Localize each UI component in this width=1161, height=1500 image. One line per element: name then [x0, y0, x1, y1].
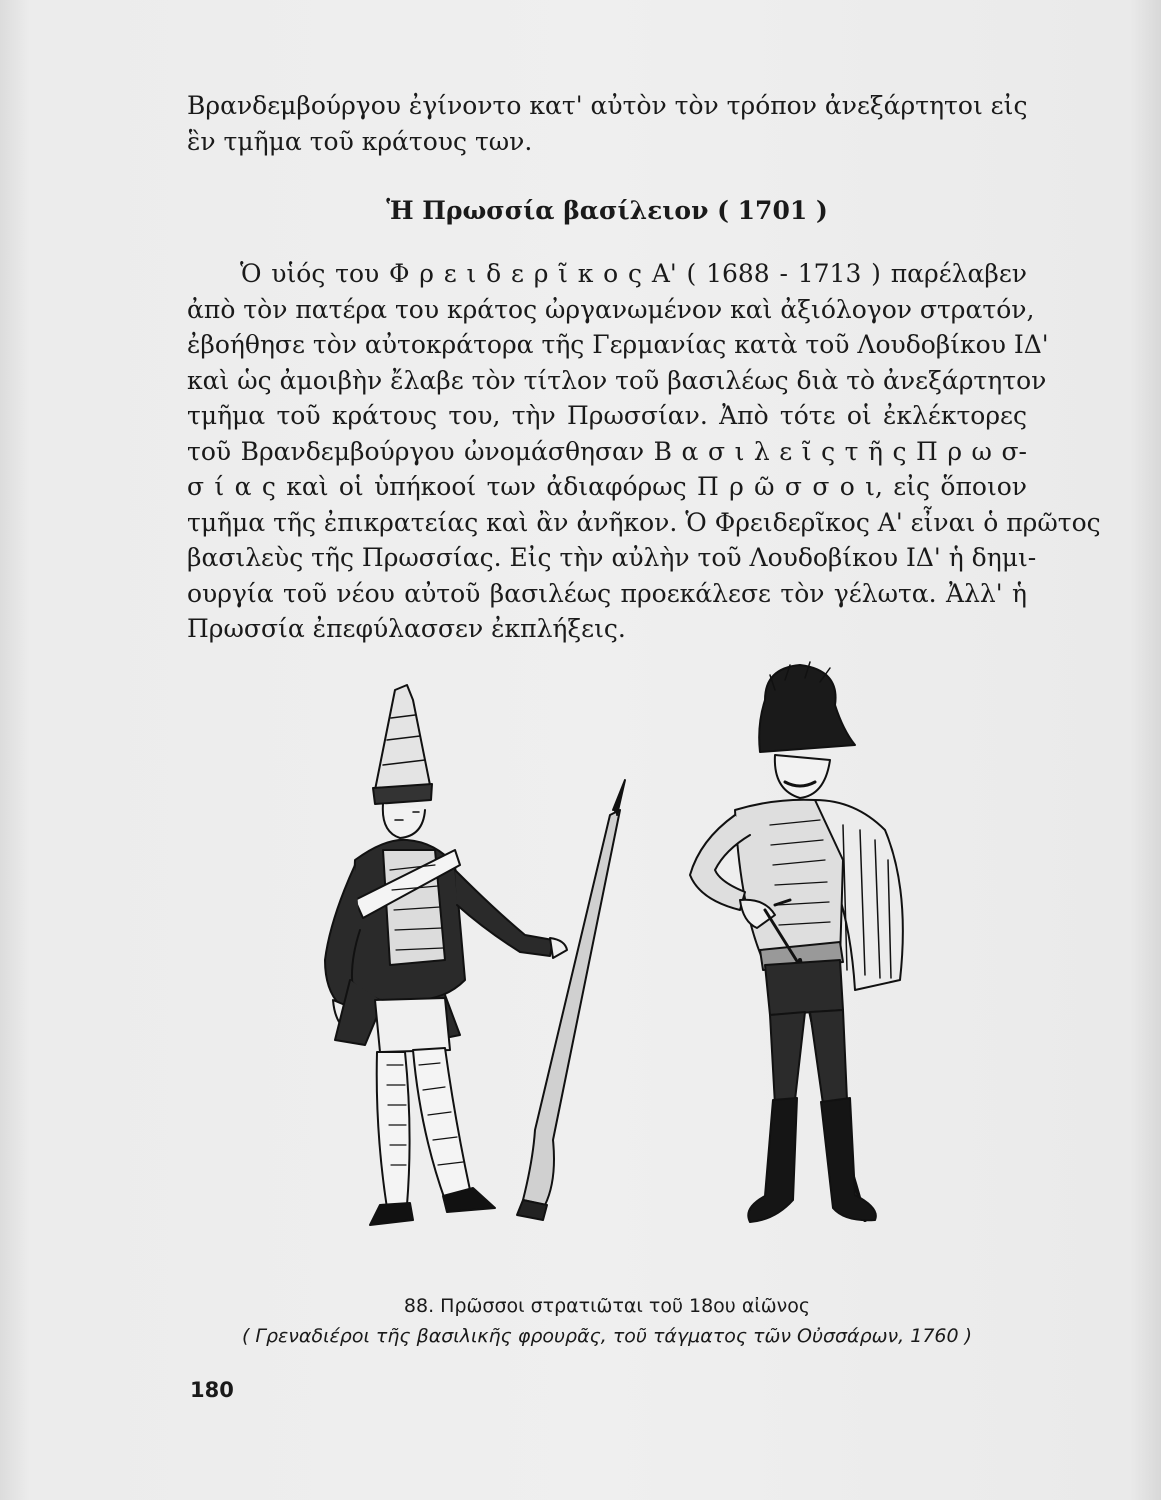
paragraph-line: Ὁ υἱός του Φ ρ ε ι δ ε ρ ῖ κ ο ς Α' ( 1688 - 1713 ) παρέλαβεν: [240, 259, 1027, 288]
paragraph-line: ἐβοήθησε τὸν αὐτοκράτορα τῆς Γερμανίας κατὰ τοῦ Λουδοβίκου ΙΔ': [187, 330, 1049, 359]
figure-subcaption: ( Γρεναδιέροι τῆς βασιλικῆς φρουρᾶς, τοῦ τάγματος τῶν Οὐσσάρων, 1760 ): [241, 1325, 973, 1347]
intro-paragraph: [187, 88, 1027, 159]
page-number: 180: [190, 1378, 234, 1402]
paragraph-line: Πρωσσία ἐπεφύλασσεν ἐκπλήξεις.: [187, 614, 626, 643]
intro-line: ἓν τμῆμα τοῦ κράτους των.: [187, 126, 533, 156]
paragraph-line: ουργία τοῦ νέου αὐτοῦ βασιλέως προεκάλεσε τὸν γέλωτα. Ἀλλ' ἡ: [187, 578, 1027, 608]
section-heading: Ἡ Πρωσσία βασίλειον ( 1701 ): [386, 196, 828, 225]
intro-line: Βρανδεμβούργου ἐγίνοντο κατ' αὐτὸν τὸν τρόπον ἀνεξάρτητοι εἰς: [187, 91, 1028, 120]
paragraph-line: βασιλεὺς τῆς Πρωσσίας. Εἰς τὴν αὐλὴν τοῦ Λουδοβίκου ΙΔ' ἡ δημι-: [187, 543, 1037, 572]
grenadier-figure: [325, 685, 625, 1225]
paragraph-line: καὶ ὡς ἀμοιβὴν ἔλαβε τὸν τίτλον τοῦ βασιλέως διὰ τὸ ἀνεξάρτητον: [187, 365, 1047, 395]
figure-caption: 88. Πρῶσσοι στρατιῶται τοῦ 18ου αἰῶνος: [403, 1295, 811, 1317]
paragraph-line: ἀπὸ τὸν πατέρα του κράτος ὠργανωμένον καὶ ἀξιόλογον στρατόν,: [187, 294, 1035, 324]
paragraph-line: τοῦ Βρανδεμβούργου ὠνομάσθησαν Β α σ ι λ ε ῖ ς τ ῆ ς Π ρ ω σ-: [187, 436, 1027, 466]
paragraph-line: σ ί α ς καὶ οἱ ὑπήκοοί των ἀδιαφόρως Π ρ ῶ σ σ ο ι, εἰς ὅποιον: [187, 472, 1027, 501]
paragraph-line: τμῆμα τῆς ἐπικρατείας καὶ ἂν ἀνῆκον. Ὁ Φρειδερῖκος Α' εἶναι ὁ πρῶτος: [187, 507, 1101, 537]
paragraph-line: τμῆμα τοῦ κράτους του, τὴν Πρωσσίαν. Ἀπὸ τότε οἱ ἐκλέκτορες: [187, 401, 1027, 430]
soldiers-illustration: [295, 660, 935, 1260]
hussar-figure: [690, 662, 903, 1222]
body-paragraph: [187, 256, 1101, 647]
